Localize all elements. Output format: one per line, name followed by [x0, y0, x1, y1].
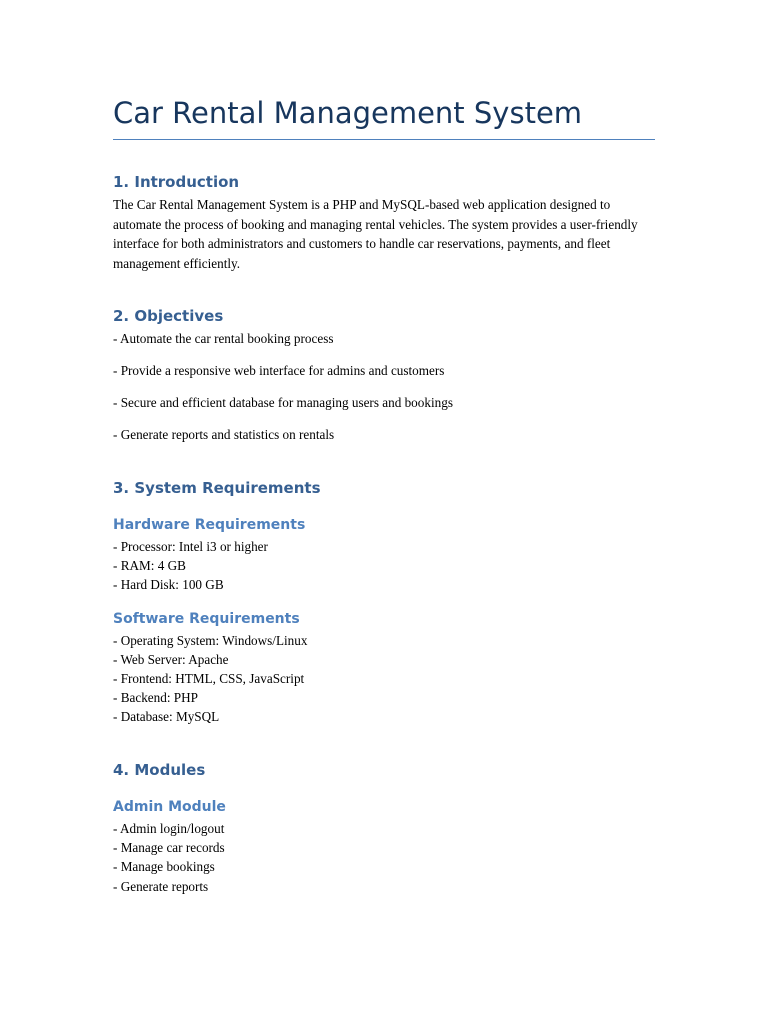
- software-item: - Operating System: Windows/Linux: [113, 633, 308, 648]
- admin-module-item: - Manage car records: [113, 840, 225, 855]
- objectives-heading: 2. Objectives: [113, 307, 224, 325]
- objective-item: - Secure and efficient database for managing users and bookings: [113, 395, 453, 410]
- software-item: - Backend: PHP: [113, 690, 198, 705]
- hardware-item: - Hard Disk: 100 GB: [113, 577, 224, 592]
- objective-item: - Automate the car rental booking process: [113, 331, 334, 346]
- objective-item: - Generate reports and statistics on rentals: [113, 427, 335, 442]
- introduction-paragraph: The Car Rental Management System is a PHP and MySQL-based web application designed to automate the process of booking and managing rental vehicles. The system provides a user-friendly interface for both administrators and customers to handle car reservations, payments, and fleet management efficiently.: [113, 197, 638, 271]
- software-item: - Frontend: HTML, CSS, JavaScript: [113, 671, 305, 686]
- software-item: - Database: MySQL: [113, 709, 220, 724]
- modules-heading: 4. Modules: [113, 761, 206, 779]
- admin-module-item: - Admin login/logout: [113, 821, 225, 836]
- hardware-requirements-heading: Hardware Requirements: [113, 517, 306, 533]
- document-title: Car Rental Management System: [113, 96, 583, 130]
- admin-module-item: - Manage bookings: [113, 859, 215, 874]
- admin-module-item: - Generate reports: [113, 879, 209, 894]
- introduction-heading: 1. Introduction: [113, 173, 240, 191]
- hardware-item: - RAM: 4 GB: [113, 558, 186, 573]
- software-requirements-heading: Software Requirements: [113, 611, 300, 627]
- title-underline: [113, 139, 655, 140]
- software-item: - Web Server: Apache: [113, 652, 229, 667]
- objective-item: - Provide a responsive web interface for admins and customers: [113, 363, 445, 378]
- admin-module-heading: Admin Module: [113, 799, 226, 815]
- system-requirements-heading: 3. System Requirements: [113, 479, 321, 497]
- hardware-item: - Processor: Intel i3 or higher: [113, 539, 268, 554]
